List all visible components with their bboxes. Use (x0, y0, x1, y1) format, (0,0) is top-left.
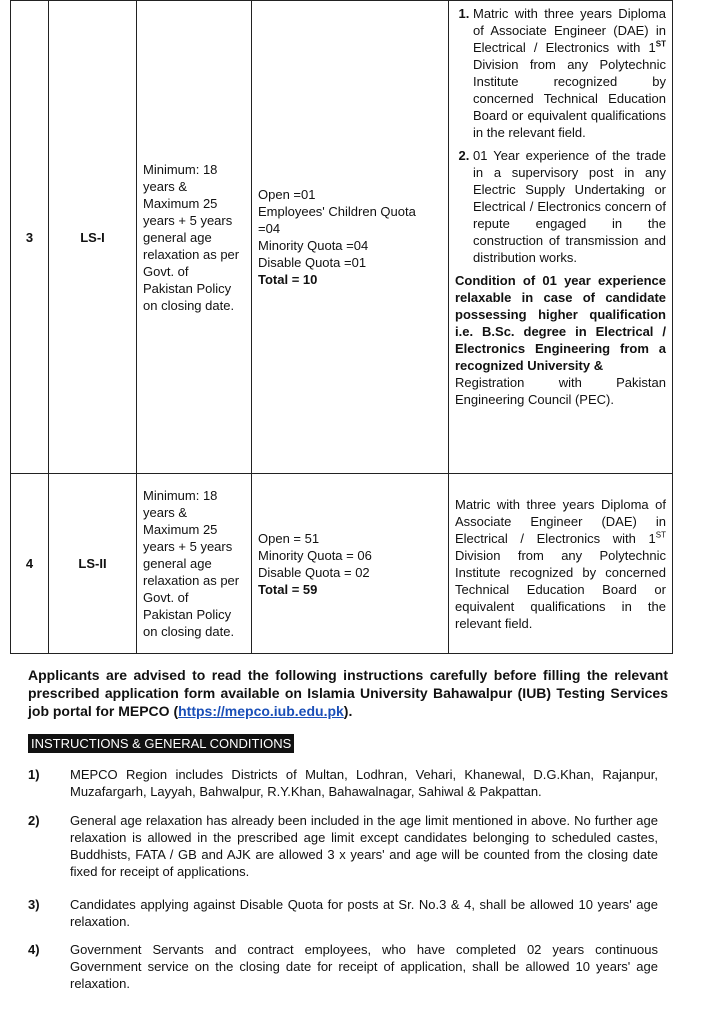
quota-line: Disable Quota =01 (258, 255, 367, 270)
age-line: Pakistan Policy (143, 280, 232, 296)
age-line: relaxation as per (143, 246, 240, 262)
serial-number: 4 (11, 474, 49, 654)
quota-distribution (252, 474, 449, 654)
qualification-item: 2. 01 Year experience of the trade in a supervisory post in any Electric Supply Undertaking or Electrical / Electronics concern of repute engaged in the construction of transmission and distribution works. (473, 147, 666, 266)
instruction-number: 1) (28, 767, 40, 782)
age-line: on closing date. (143, 297, 235, 313)
qualification (449, 1, 673, 474)
age-line: Maximum 25 (143, 522, 218, 537)
posts-table (10, 0, 673, 654)
age-line: on closing date. (143, 624, 235, 639)
quota-distribution (252, 1, 449, 474)
instruction-item (28, 896, 658, 930)
qualification: Matric with three years Diploma of Associate Engineer (DAE) in Electrical / Electronics with 1ST Division from any Polytechnic Institute recognized by concerned Technical Education Board or equivalent qualifications in the relevant field. (449, 474, 673, 654)
age-line: years & (143, 505, 188, 520)
instruction-text: Candidates applying against Disable Quota for posts at Sr. No.3 & 4, shall be allowed 10 years' age relaxation. (70, 897, 658, 929)
age-line: Govt. of (143, 263, 189, 279)
quota-total: Total = 10 (258, 272, 318, 287)
age-limit (137, 1, 252, 474)
post-name: LS-I (49, 1, 137, 474)
quota-line: Minority Quota =04 (258, 238, 369, 253)
experience-condition: Condition of 01 year experience relaxable in case of candidate possessing higher qualification i.e. B.Sc. degree in Electrical / Electronics Engineering from a recognized University & (455, 273, 666, 373)
instruction-number: 3) (28, 897, 40, 912)
age-line: Pakistan Policy (143, 607, 232, 622)
post-name: LS-II (49, 474, 137, 654)
quota-line: =04 (258, 221, 281, 236)
quota-line: Minority Quota = 06 (258, 547, 372, 563)
age-limit (137, 474, 252, 654)
portal-link[interactable]: https://mepco.iub.edu.pk (178, 703, 344, 719)
instruction-item (28, 812, 658, 880)
table-row (11, 1, 673, 474)
instruction-text: MEPCO Region includes Districts of Multan, Lodhran, Vehari, Khanewal, D.G.Khan, Rajanpur, Muzafargarh, Layyah, Bahwalpur, R.Y.Khan, Bahawalnagar, Sahiwal & Pakpattan. (70, 767, 658, 799)
instruction-number: 2) (28, 813, 40, 828)
qualification-item: 1. Matric with three years Diploma of Associate Engineer (DAE) in Electrical / Electronics with 1ST Division from any Polytechnic Institute recognized by concerned Technical Education Board or equivalent qualifications in the relevant field. (473, 5, 666, 141)
serial-number: 3 (11, 1, 49, 474)
experience-condition-tail: Registration with Pakistan Engineering Council (PEC). (455, 375, 666, 407)
instructions-heading: INSTRUCTIONS & GENERAL CONDITIONS (28, 734, 294, 753)
instruction-item (28, 941, 658, 992)
quota-total: Total = 59 (258, 581, 318, 597)
age-line: Minimum: 18 (143, 161, 218, 177)
age-line: Maximum 25 (143, 195, 218, 211)
quota-line: Disable Quota = 02 (258, 564, 370, 580)
table-row (11, 474, 673, 654)
age-line: general age (143, 229, 212, 245)
age-line: Minimum: 18 (143, 488, 218, 503)
instruction-number: 4) (28, 942, 40, 957)
age-line: general age (143, 556, 212, 571)
instruction-item (28, 766, 658, 800)
qualification-list (455, 5, 666, 266)
age-line: years + 5 years (143, 539, 233, 554)
advisory-note: Applicants are advised to read the following instructions carefully before filling the relevant prescribed application form available on Islamia University Bahawalpur (IUB) Testing Services job portal for MEPCO (https://mepco.iub.edu.pk). (28, 667, 668, 719)
age-line: Govt. of (143, 590, 189, 605)
age-line: relaxation as per (143, 573, 240, 588)
age-line: years & (143, 178, 188, 194)
quota-line: Open = 51 (258, 530, 320, 546)
instruction-text: General age relaxation has already been included in the age limit mentioned in above. No further age relaxation is allowed in the prescribed age limit except candidates belonging to scheduled castes, Buddhists, FATA / GB and AJK are allowed 3 x years' and age will be counted from the closing date fixed for receipt of applications. (70, 813, 658, 879)
age-line: years + 5 years (143, 212, 233, 228)
instruction-text: Government Servants and contract employees, who have completed 02 years continuous Government service on the closing date for receipt of application, shall be allowed 10 years' age relaxation. (70, 942, 658, 991)
quota-line: Open =01 (258, 187, 316, 202)
quota-line: Employees' Children Quota (258, 204, 416, 219)
